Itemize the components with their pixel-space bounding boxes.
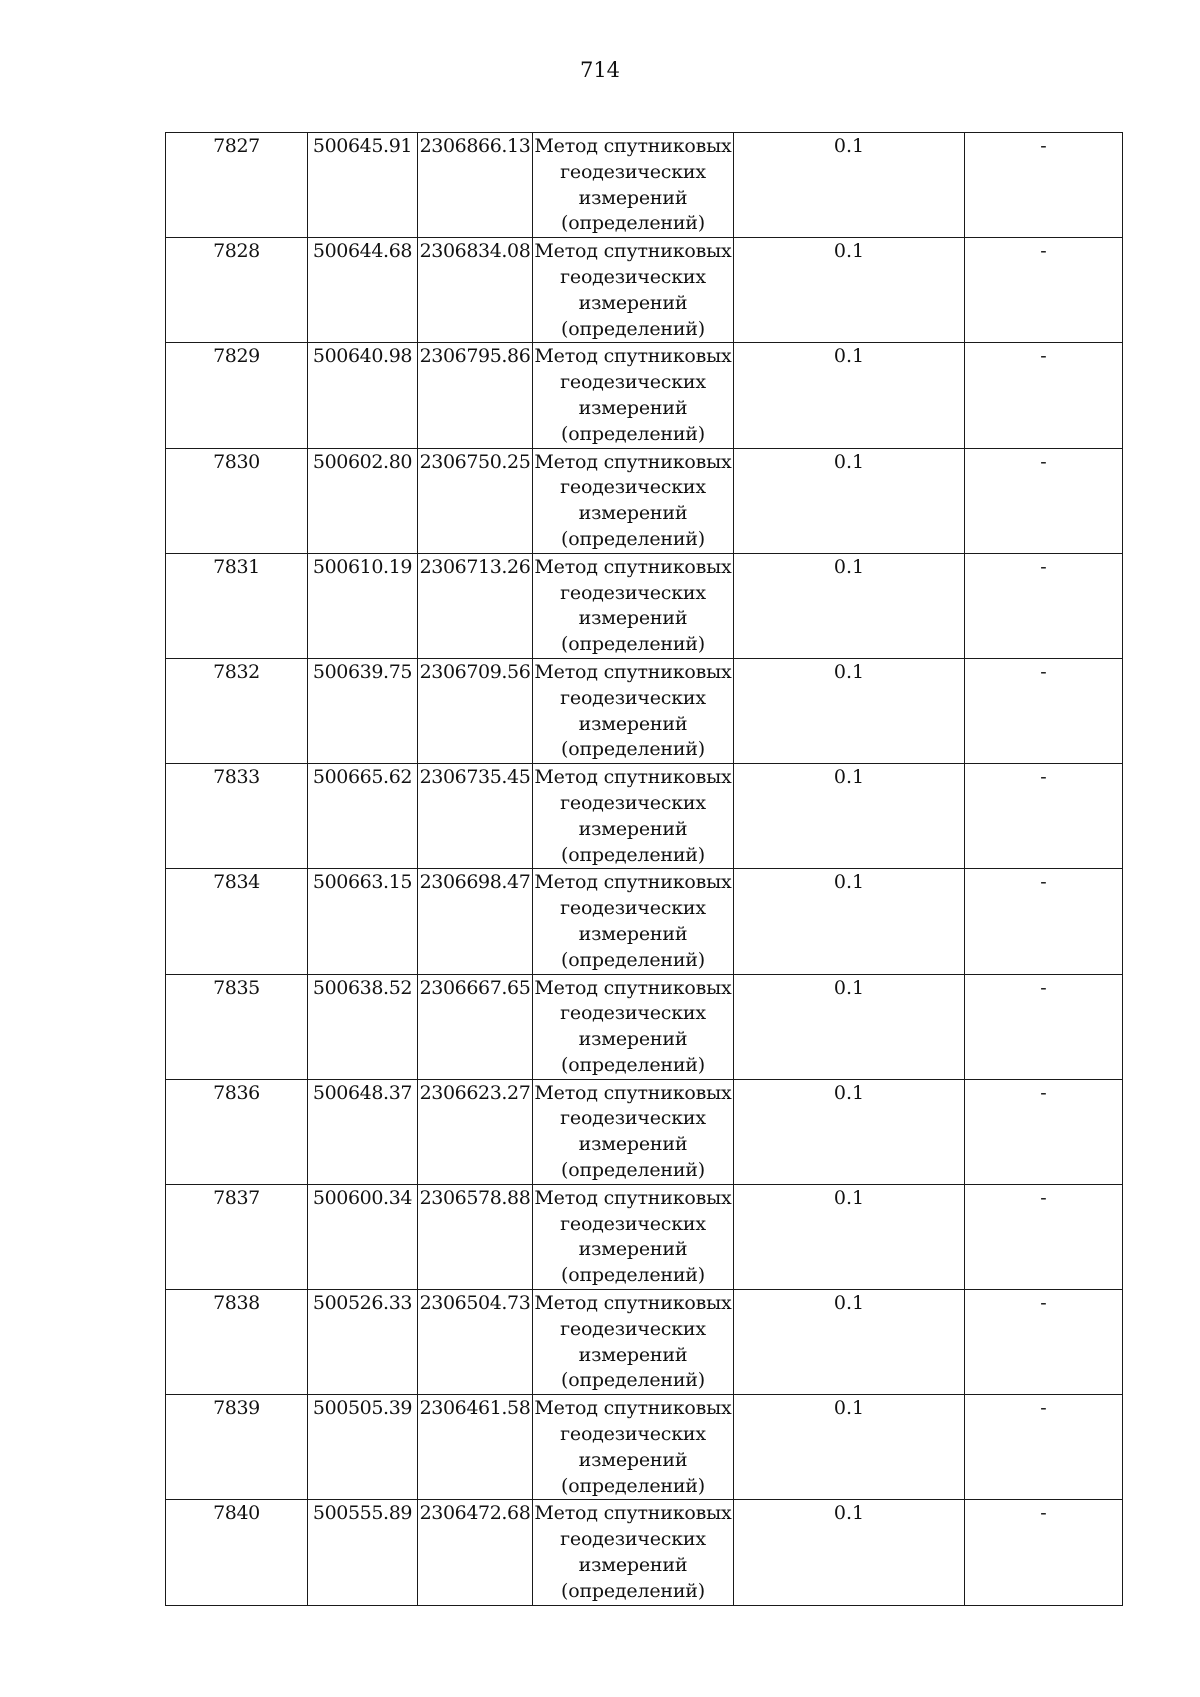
y-coordinate-cell: 2306461.58	[418, 1395, 533, 1500]
x-coordinate-cell: 500644.68	[308, 238, 418, 343]
point-number-cell: 7832	[166, 658, 308, 763]
accuracy-cell: 0.1	[734, 553, 965, 658]
x-coordinate-cell: 500526.33	[308, 1290, 418, 1395]
method-cell: Метод спутниковых геодезических измерений (определений)	[533, 238, 734, 343]
accuracy-cell: 0.1	[734, 1395, 965, 1500]
x-coordinate-cell: 500648.37	[308, 1079, 418, 1184]
point-number-cell: 7830	[166, 448, 308, 553]
table-row	[166, 238, 1123, 343]
y-coordinate-cell: 2306667.65	[418, 974, 533, 1079]
table-row	[166, 869, 1123, 974]
table-row	[166, 658, 1123, 763]
note-cell: -	[965, 1184, 1123, 1289]
accuracy-cell: 0.1	[734, 238, 965, 343]
y-coordinate-cell: 2306504.73	[418, 1290, 533, 1395]
table-row	[166, 1079, 1123, 1184]
table-body	[166, 133, 1123, 1606]
accuracy-cell: 0.1	[734, 869, 965, 974]
point-number-cell: 7827	[166, 133, 308, 238]
table-row	[166, 553, 1123, 658]
accuracy-cell: 0.1	[734, 764, 965, 869]
point-number-cell: 7837	[166, 1184, 308, 1289]
note-cell: -	[965, 553, 1123, 658]
accuracy-cell: 0.1	[734, 974, 965, 1079]
method-cell: Метод спутниковых геодезических измерений (определений)	[533, 1500, 734, 1605]
method-cell: Метод спутниковых геодезических измерений (определений)	[533, 448, 734, 553]
x-coordinate-cell: 500639.75	[308, 658, 418, 763]
x-coordinate-cell: 500555.89	[308, 1500, 418, 1605]
x-coordinate-cell: 500665.62	[308, 764, 418, 869]
accuracy-cell: 0.1	[734, 658, 965, 763]
note-cell: -	[965, 133, 1123, 238]
accuracy-cell: 0.1	[734, 1079, 965, 1184]
point-number-cell: 7840	[166, 1500, 308, 1605]
method-cell: Метод спутниковых геодезических измерений (определений)	[533, 1079, 734, 1184]
accuracy-cell: 0.1	[734, 1184, 965, 1289]
accuracy-cell: 0.1	[734, 133, 965, 238]
note-cell: -	[965, 869, 1123, 974]
y-coordinate-cell: 2306866.13	[418, 133, 533, 238]
y-coordinate-cell: 2306735.45	[418, 764, 533, 869]
table-row	[166, 1290, 1123, 1395]
accuracy-cell: 0.1	[734, 1290, 965, 1395]
note-cell: -	[965, 343, 1123, 448]
table-row	[166, 1184, 1123, 1289]
method-cell: Метод спутниковых геодезических измерений (определений)	[533, 1290, 734, 1395]
x-coordinate-cell: 500640.98	[308, 343, 418, 448]
y-coordinate-cell: 2306709.56	[418, 658, 533, 763]
note-cell: -	[965, 764, 1123, 869]
method-cell: Метод спутниковых геодезических измерений (определений)	[533, 764, 734, 869]
note-cell: -	[965, 1500, 1123, 1605]
method-cell: Метод спутниковых геодезических измерений (определений)	[533, 133, 734, 238]
table-row	[166, 764, 1123, 869]
point-number-cell: 7829	[166, 343, 308, 448]
note-cell: -	[965, 1395, 1123, 1500]
method-cell: Метод спутниковых геодезических измерений (определений)	[533, 553, 734, 658]
y-coordinate-cell: 2306698.47	[418, 869, 533, 974]
method-cell: Метод спутниковых геодезических измерений (определений)	[533, 869, 734, 974]
table-row	[166, 133, 1123, 238]
note-cell: -	[965, 1079, 1123, 1184]
note-cell: -	[965, 1290, 1123, 1395]
table-row	[166, 974, 1123, 1079]
accuracy-cell: 0.1	[734, 1500, 965, 1605]
table-row	[166, 1500, 1123, 1605]
method-cell: Метод спутниковых геодезических измерений (определений)	[533, 1395, 734, 1500]
page-number: 714	[579, 58, 621, 82]
accuracy-cell: 0.1	[734, 448, 965, 553]
note-cell: -	[965, 238, 1123, 343]
note-cell: -	[965, 658, 1123, 763]
x-coordinate-cell: 500663.15	[308, 869, 418, 974]
point-number-cell: 7839	[166, 1395, 308, 1500]
x-coordinate-cell: 500602.80	[308, 448, 418, 553]
note-cell: -	[965, 448, 1123, 553]
point-number-cell: 7834	[166, 869, 308, 974]
x-coordinate-cell: 500505.39	[308, 1395, 418, 1500]
point-number-cell: 7836	[166, 1079, 308, 1184]
y-coordinate-cell: 2306713.26	[418, 553, 533, 658]
y-coordinate-cell: 2306472.68	[418, 1500, 533, 1605]
y-coordinate-cell: 2306623.27	[418, 1079, 533, 1184]
y-coordinate-cell: 2306834.08	[418, 238, 533, 343]
accuracy-cell: 0.1	[734, 343, 965, 448]
y-coordinate-cell: 2306578.88	[418, 1184, 533, 1289]
method-cell: Метод спутниковых геодезических измерений (определений)	[533, 343, 734, 448]
x-coordinate-cell: 500610.19	[308, 553, 418, 658]
x-coordinate-cell: 500638.52	[308, 974, 418, 1079]
method-cell: Метод спутниковых геодезических измерений (определений)	[533, 1184, 734, 1289]
note-cell: -	[965, 974, 1123, 1079]
coordinates-table	[165, 132, 1123, 1606]
table-row	[166, 448, 1123, 553]
table-row	[166, 343, 1123, 448]
method-cell: Метод спутниковых геодезических измерений (определений)	[533, 974, 734, 1079]
point-number-cell: 7838	[166, 1290, 308, 1395]
table-row	[166, 1395, 1123, 1500]
y-coordinate-cell: 2306795.86	[418, 343, 533, 448]
point-number-cell: 7833	[166, 764, 308, 869]
point-number-cell: 7835	[166, 974, 308, 1079]
point-number-cell: 7828	[166, 238, 308, 343]
y-coordinate-cell: 2306750.25	[418, 448, 533, 553]
point-number-cell: 7831	[166, 553, 308, 658]
x-coordinate-cell: 500645.91	[308, 133, 418, 238]
method-cell: Метод спутниковых геодезических измерений (определений)	[533, 658, 734, 763]
x-coordinate-cell: 500600.34	[308, 1184, 418, 1289]
